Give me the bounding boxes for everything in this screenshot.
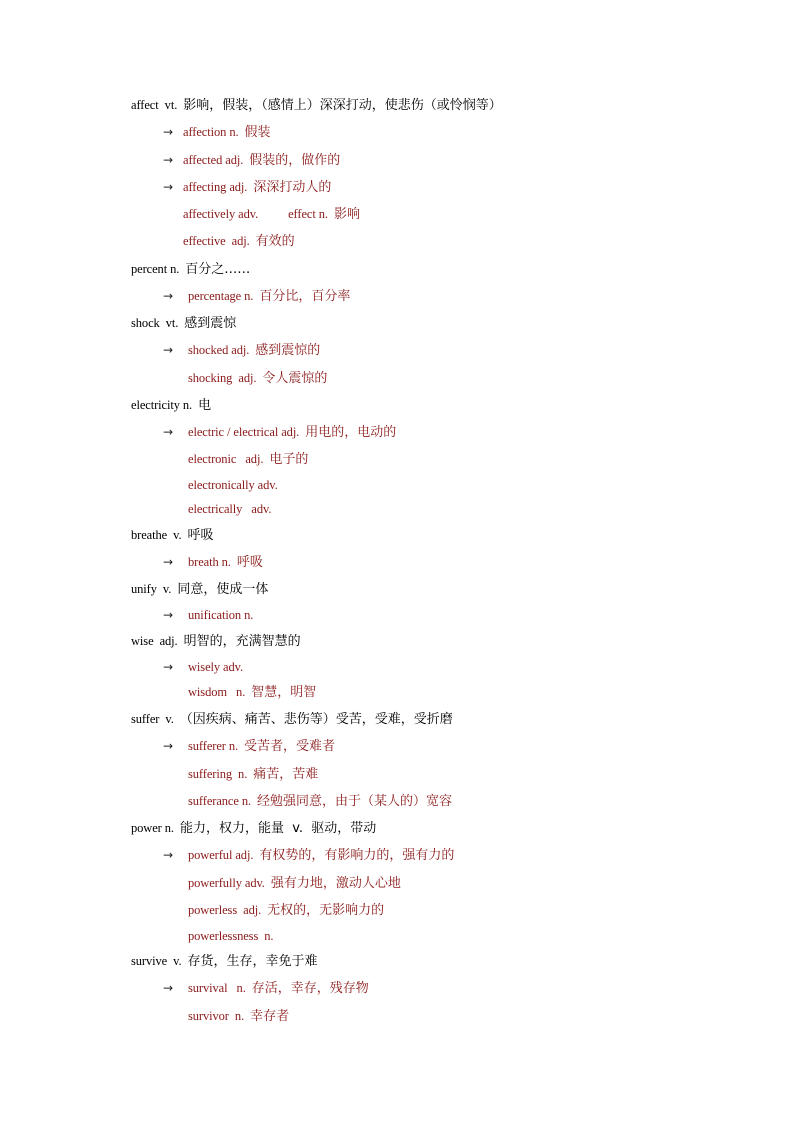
derivation-arrow-icon: →: [163, 180, 174, 194]
word-and-part-of-speech: electricity n.: [131, 398, 193, 412]
derived-word-entry: [188, 847, 454, 864]
derived-word-entry: [188, 659, 243, 675]
derived-word-entry: [188, 902, 384, 919]
derivation-arrow-icon: →: [163, 608, 174, 622]
word-and-part-of-speech: percentage n.: [188, 289, 254, 303]
word-and-part-of-speech: affect vt.: [131, 98, 178, 112]
headword-entry: [131, 97, 502, 114]
word-and-part-of-speech: shock vt.: [131, 316, 179, 330]
word-and-part-of-speech: suffering n.: [188, 767, 248, 781]
chinese-definition: 感到震惊: [184, 316, 237, 331]
derivation-arrow-icon: →: [163, 981, 174, 995]
word-and-part-of-speech: suffer v.: [131, 712, 174, 726]
chinese-definition: 百分之……: [185, 262, 251, 277]
derived-word-entry: [188, 342, 320, 359]
chinese-definition: 深深打动人的: [253, 180, 332, 195]
word-and-part-of-speech: affecting adj.: [183, 180, 248, 194]
word-and-part-of-speech: survival n.: [188, 981, 246, 995]
derivation-arrow-icon: →: [163, 343, 174, 357]
chinese-definition: 百分比，百分率: [259, 289, 351, 304]
chinese-definition: （因疾病、痛苦、悲伤等）受苦，受难，受折磨: [179, 712, 453, 727]
chinese-definition: 呼吸: [236, 555, 263, 570]
derived-word-entry: [183, 179, 331, 196]
derivation-arrow-icon: →: [163, 848, 174, 862]
headword-entry: [131, 581, 268, 598]
word-and-part-of-speech: powerlessness n.: [188, 929, 274, 943]
chinese-definition: 假装的，做作的: [249, 153, 341, 168]
word-and-part-of-speech: wisdom n.: [188, 685, 246, 699]
headword-entry: [131, 711, 453, 728]
word-and-part-of-speech: power n.: [131, 821, 174, 835]
word-and-part-of-speech: survive v.: [131, 954, 182, 968]
derived-word-entry: [188, 793, 452, 810]
word-and-part-of-speech: unify v.: [131, 582, 172, 596]
chinese-definition: 同意，使成一体: [177, 582, 269, 597]
word-and-part-of-speech: powerfully adv.: [188, 876, 265, 890]
derivation-arrow-icon: →: [163, 660, 174, 674]
chinese-definition: 能力，权力，能量 v. 驱动，带动: [179, 821, 377, 836]
derived-word-entry: [188, 501, 271, 517]
derived-word-entry: [188, 607, 253, 623]
headword-entry: [131, 633, 301, 650]
derived-word-entry: [188, 928, 273, 944]
word-and-part-of-speech: effective adj.: [183, 234, 250, 248]
word-and-part-of-speech: shocking adj.: [188, 371, 257, 385]
derivation-arrow-icon: →: [163, 125, 174, 139]
word-and-part-of-speech: breathe v.: [131, 528, 182, 542]
derived-word-entry: [188, 288, 350, 305]
chinese-definition: 假装: [244, 125, 271, 140]
chinese-definition: 用电的，电动的: [305, 425, 397, 440]
word-and-part-of-speech: powerful adj.: [188, 848, 254, 862]
chinese-definition: 存货，生存，幸免于难: [187, 954, 318, 969]
chinese-definition: 呼吸: [187, 528, 214, 543]
word-and-part-of-speech: sufferance n.: [188, 794, 252, 808]
word-and-part-of-speech: percent n.: [131, 262, 180, 276]
word-and-part-of-speech: shocked adj.: [188, 343, 250, 357]
word-and-part-of-speech: affectively adv.: [183, 207, 259, 221]
chinese-definition: 存活，幸存，残存物: [251, 981, 369, 996]
chinese-definition: 受苦者，受难者: [244, 739, 336, 754]
derivation-arrow-icon: →: [163, 739, 174, 753]
chinese-definition: 智慧，明智: [251, 685, 317, 700]
chinese-definition: 痛苦，苦难: [253, 767, 319, 782]
derived-word-entry: [188, 554, 263, 571]
word-and-part-of-speech: wise adj.: [131, 634, 178, 648]
chinese-definition: 电子的: [269, 452, 309, 467]
headword-entry: [131, 527, 214, 544]
derived-word-entry: [183, 152, 340, 169]
chinese-definition: 有效的: [255, 234, 295, 249]
chinese-definition: 有权势的，有影响力的，强有力的: [259, 848, 455, 863]
headword-entry: [131, 261, 250, 278]
chinese-definition: 影响，假装，（感情上）深深打动，使悲伤（或怜悯等）: [183, 98, 502, 113]
derived-word-entry: [188, 738, 335, 755]
derivation-arrow-icon: →: [163, 555, 174, 569]
derived-word-entry: [188, 980, 369, 997]
chinese-definition: 经勉强同意，由于（某人的）宽容: [257, 794, 453, 809]
headword-entry: [131, 953, 318, 970]
word-and-part-of-speech: breath n.: [188, 555, 231, 569]
word-and-part-of-speech: unification n.: [188, 608, 254, 622]
derived-word-entry: [188, 424, 396, 441]
word-and-part-of-speech: electronically adv.: [188, 478, 278, 492]
word-and-part-of-speech: survivor n.: [188, 1009, 245, 1023]
derived-word-entry: [188, 451, 308, 468]
word-and-part-of-speech: affected adj.: [183, 153, 244, 167]
derived-word-entry: [188, 766, 318, 783]
derived-word-entry: [188, 1008, 289, 1025]
derived-word-entry: [188, 370, 327, 387]
chinese-definition: 影响: [333, 207, 360, 222]
chinese-definition: 令人震惊的: [262, 371, 328, 386]
headword-entry: [131, 315, 236, 332]
chinese-definition: 幸存者: [250, 1009, 290, 1024]
chinese-definition: 明智的，充满智慧的: [183, 634, 301, 649]
derived-word-entry: [188, 684, 316, 701]
related-word-and-part-of-speech: effect n.: [288, 207, 328, 221]
derivation-arrow-icon: →: [163, 153, 174, 167]
word-and-part-of-speech: sufferer n.: [188, 739, 239, 753]
word-and-part-of-speech: electrically adv.: [188, 502, 272, 516]
headword-entry: [131, 397, 211, 414]
derived-word-entry: [188, 477, 278, 493]
derived-word-entry: [183, 233, 295, 250]
derived-word-entry: [183, 124, 271, 141]
derived-word-entry: [188, 875, 401, 892]
headword-entry: [131, 820, 376, 837]
derivation-arrow-icon: →: [163, 425, 174, 439]
word-and-part-of-speech: powerless adj.: [188, 903, 262, 917]
chinese-definition: 感到震惊的: [255, 343, 321, 358]
derivation-arrow-icon: →: [163, 289, 174, 303]
word-and-part-of-speech: electronic adj.: [188, 452, 264, 466]
word-and-part-of-speech: wisely adv.: [188, 660, 244, 674]
word-and-part-of-speech: affection n.: [183, 125, 239, 139]
chinese-definition: 无权的，无影响力的: [267, 903, 385, 918]
word-and-part-of-speech: electric / electrical adj.: [188, 425, 300, 439]
chinese-definition: 电: [198, 398, 212, 413]
derived-word-entry: [183, 206, 360, 223]
chinese-definition: 强有力地，激动人心地: [270, 876, 401, 891]
